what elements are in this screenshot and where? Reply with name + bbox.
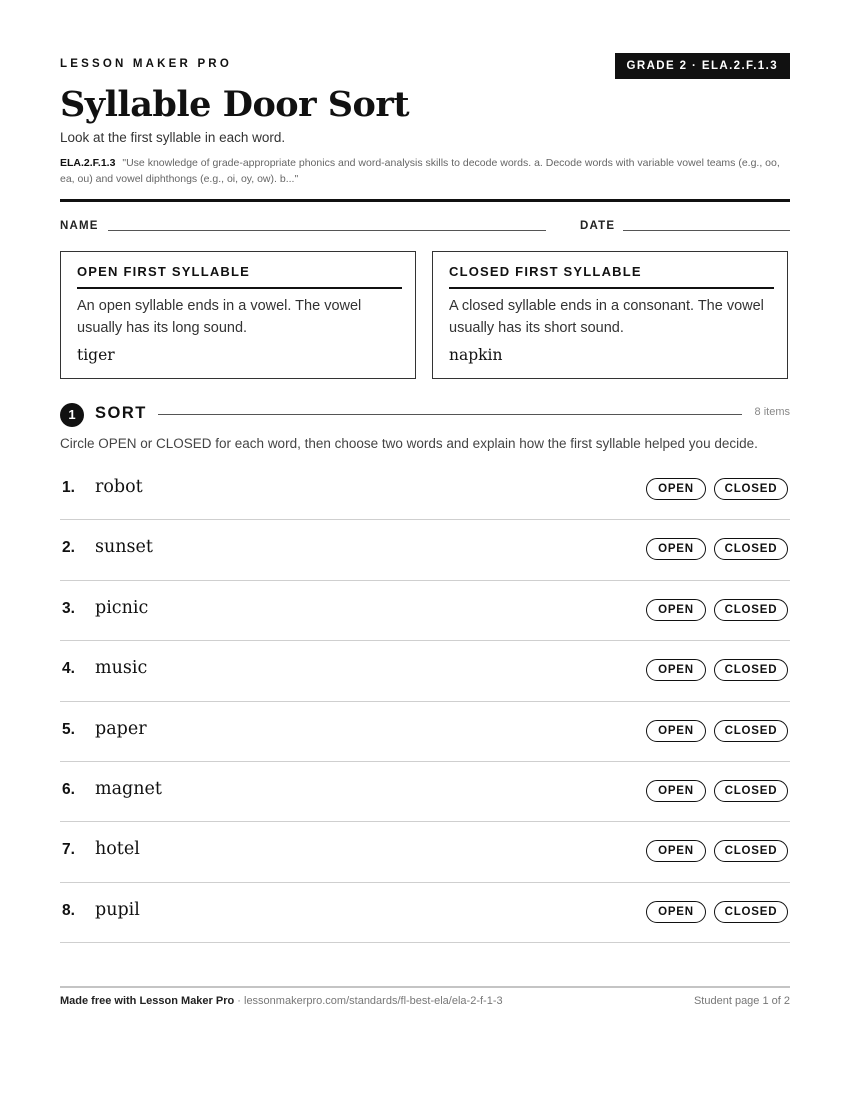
section-title: SORT xyxy=(95,404,147,422)
item-number: 4. xyxy=(62,660,75,678)
item-word: sunset xyxy=(95,537,153,558)
closed-card-divider xyxy=(449,287,774,289)
word-item xyxy=(60,581,790,641)
closed-card-example: napkin xyxy=(449,346,503,364)
item-word: hotel xyxy=(95,839,140,860)
open-option-button[interactable]: OPEN xyxy=(646,538,706,560)
brand-name: LESSON MAKER PRO xyxy=(60,58,232,70)
word-item xyxy=(60,762,790,822)
closed-option-button[interactable]: CLOSED xyxy=(714,780,788,802)
item-word: robot xyxy=(95,477,143,497)
item-number: 5. xyxy=(62,720,75,738)
name-field[interactable] xyxy=(108,230,546,231)
closed-option-button[interactable]: CLOSED xyxy=(714,599,788,621)
footer-credit xyxy=(60,995,503,1007)
standard-description xyxy=(60,155,780,187)
item-word: pupil xyxy=(95,899,140,920)
word-list xyxy=(60,460,790,943)
word-item xyxy=(60,883,790,943)
item-number: 6. xyxy=(62,780,75,798)
date-label: DATE xyxy=(580,220,616,232)
item-number: 7. xyxy=(62,841,75,859)
section-number-badge: 1 xyxy=(60,403,84,427)
section-instructions: Circle OPEN or CLOSED for each word, then choose two words and explain how the first syllable helped you decide. xyxy=(60,436,758,451)
item-number: 1. xyxy=(62,479,75,496)
footer-url: · lessonmakerpro.com/standards/fl-best-ela/ela-2-f-1-3 xyxy=(234,995,503,1007)
open-card-title: OPEN FIRST SYLLABLE xyxy=(77,264,251,279)
open-card-example: tiger xyxy=(77,346,115,364)
page-subtitle: Look at the first syllable in each word. xyxy=(60,130,286,145)
item-number: 2. xyxy=(62,539,75,557)
footer-made-with: Made free with Lesson Maker Pro xyxy=(60,995,235,1007)
page-title: Syllable Door Sort xyxy=(60,84,409,125)
open-card-divider xyxy=(77,287,402,289)
word-item xyxy=(60,520,790,580)
open-card-description: An open syllable ends in a vowel. The vowel usually has its long sound. xyxy=(77,298,362,336)
item-word: magnet xyxy=(95,778,162,799)
open-option-button[interactable]: OPEN xyxy=(646,901,706,923)
item-word: picnic xyxy=(95,597,149,618)
closed-option-button[interactable]: CLOSED xyxy=(714,840,788,862)
closed-syllable-card xyxy=(432,251,788,379)
footer-page-number: Student page 1 of 2 xyxy=(693,995,790,1007)
open-option-button[interactable]: OPEN xyxy=(646,720,706,742)
name-label: NAME xyxy=(60,220,99,232)
item-word: music xyxy=(95,658,148,679)
worksheet-page xyxy=(60,0,790,1100)
item-word: paper xyxy=(95,718,147,739)
closed-option-button[interactable]: CLOSED xyxy=(714,901,788,923)
standard-code: ELA.2.F.1.3 xyxy=(60,157,116,169)
word-item xyxy=(60,702,790,762)
closed-option-button[interactable]: CLOSED xyxy=(714,478,788,500)
word-item xyxy=(60,822,790,882)
section-divider xyxy=(158,414,742,415)
open-syllable-card xyxy=(60,251,416,379)
open-option-button[interactable]: OPEN xyxy=(646,780,706,802)
open-option-button[interactable]: OPEN xyxy=(646,840,706,862)
header-divider xyxy=(60,199,790,202)
closed-option-button[interactable]: CLOSED xyxy=(714,538,788,560)
footer-divider xyxy=(60,986,790,988)
item-count: 8 items xyxy=(754,406,790,418)
closed-option-button[interactable]: CLOSED xyxy=(714,720,788,742)
closed-card-title: CLOSED FIRST SYLLABLE xyxy=(449,264,642,279)
closed-card-description: A closed syllable ends in a consonant. The vowel usually has its short sound. xyxy=(449,298,764,336)
standard-text: "Use knowledge of grade-appropriate phonics and word-analysis skills to decode words. a. Decode words with variable vowel teams (e.g., oo, ea, ou) and vowel diphthongs (e.g., oi, oy, ow). b..." xyxy=(60,157,780,185)
open-option-button[interactable]: OPEN xyxy=(646,659,706,681)
date-field[interactable] xyxy=(623,230,790,231)
item-number: 3. xyxy=(62,599,75,617)
open-option-button[interactable]: OPEN xyxy=(646,478,706,500)
closed-option-button[interactable]: CLOSED xyxy=(714,659,788,681)
word-item xyxy=(60,641,790,701)
word-item xyxy=(60,460,790,520)
grade-badge: GRADE 2 · ELA.2.F.1.3 xyxy=(615,53,790,79)
open-option-button[interactable]: OPEN xyxy=(646,599,706,621)
item-number: 8. xyxy=(62,901,75,919)
